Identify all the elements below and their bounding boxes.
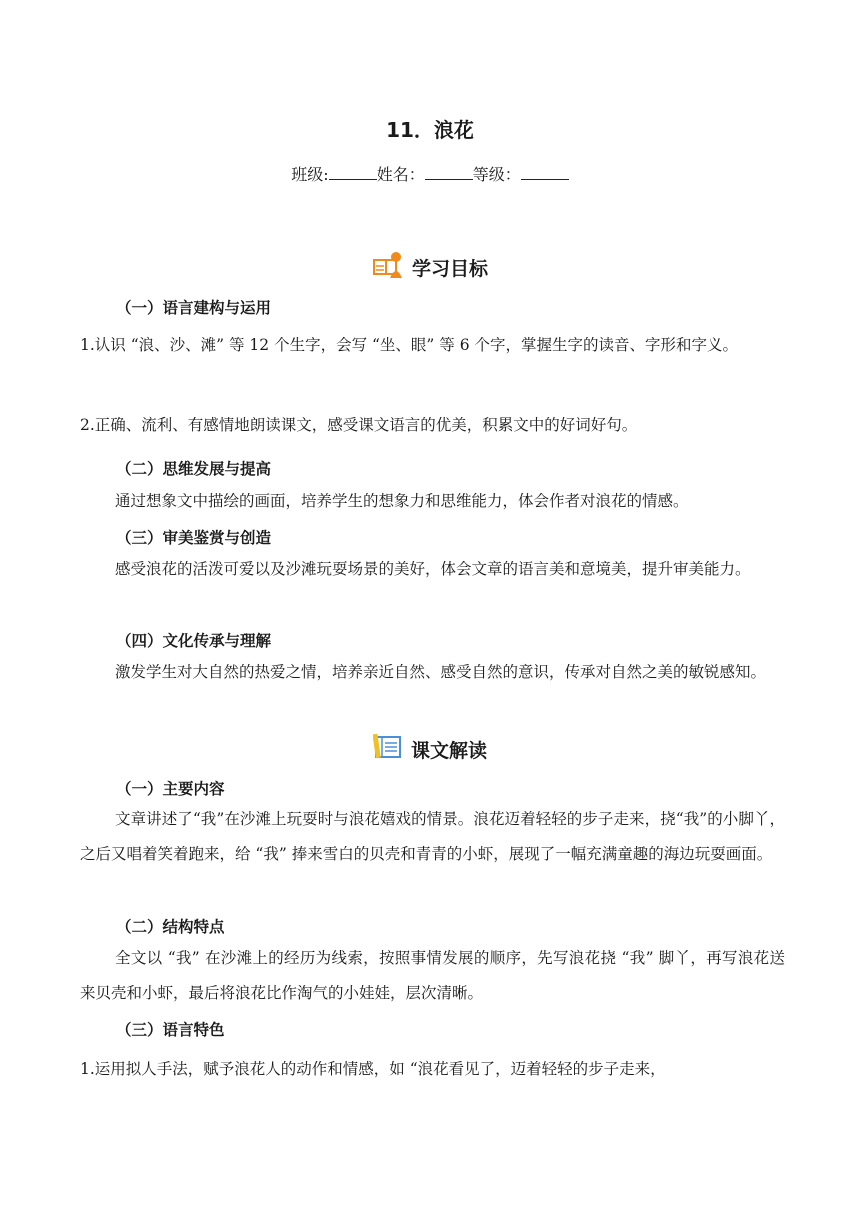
class-label: 班级: (291, 165, 329, 184)
paragraph: 1.运用拟人手法，赋予浪花人的动作和情感，如 “浪花看见了，迈着轻轻的步子走来， (80, 1060, 666, 1078)
subheading: （二）思维发展与提高 (116, 460, 272, 478)
subheading: （一）语言建构与运用 (116, 299, 272, 317)
section-heading-text-analysis (0, 733, 860, 765)
subheading: （二）结构特点 (116, 918, 225, 936)
paragraph: 通过想象文中描绘的画面，培养学生的想象力和思维能力，体会作者对浪花的情感。 (115, 492, 689, 510)
name-label: 姓名： (376, 165, 425, 184)
class-blank[interactable] (329, 165, 377, 180)
notebook-pen-icon (373, 733, 403, 765)
paragraph: 1.认识 “浪、沙、滩” 等 12 个生字，会写 “坐、眼” 等 6 个字，掌握生字的读音、字形和字义。 (80, 336, 738, 354)
paragraph: 文章讲述了“我”在沙滩上玩耍时与浪花嬉戏的情景。浪花迈着轻轻的步子走来，挠“我”的小脚丫，之后又唱着笑着跑来，给 “我” 捧来雪白的贝壳和青青的小虾，展现了一幅充满童趣的海边玩耍画面。 (80, 810, 785, 863)
name-blank[interactable] (425, 165, 473, 180)
page-title: 11．浪花 (386, 118, 474, 142)
subheading: （四）文化传承与理解 (116, 632, 272, 650)
section-heading-learning-goals (0, 250, 860, 284)
subheading: （三）审美鉴赏与创造 (116, 529, 272, 547)
paragraph: 感受浪花的活泼可爱以及沙滩玩耍场景的美好，体会文章的语言美和意境美，提升审美能力。 (115, 560, 751, 578)
grade-blank[interactable] (521, 165, 569, 180)
reading-teacher-icon (372, 250, 404, 284)
student-info-line (0, 162, 860, 185)
section-title: 课文解读 (410, 739, 487, 762)
grade-label: 等级： (472, 165, 521, 184)
paragraph: 全文以 “我” 在沙滩上的经历为线索，按照事情发展的顺序，先写浪花挠 “我” 脚丫，再写浪花送来贝壳和小虾，最后将浪花比作淘气的小娃娃，层次清晰。 (80, 949, 785, 1002)
subheading: （一）主要内容 (116, 780, 225, 798)
section-title: 学习目标 (411, 257, 488, 280)
subheading: （三）语言特色 (116, 1021, 225, 1039)
paragraph: 激发学生对大自然的热爱之情，培养亲近自然、感受自然的意识，传承对自然之美的敏锐感知。 (115, 663, 767, 681)
paragraph: 2.正确、流利、有感情地朗读课文，感受课文语言的优美，积累文中的好词好句。 (80, 416, 638, 434)
